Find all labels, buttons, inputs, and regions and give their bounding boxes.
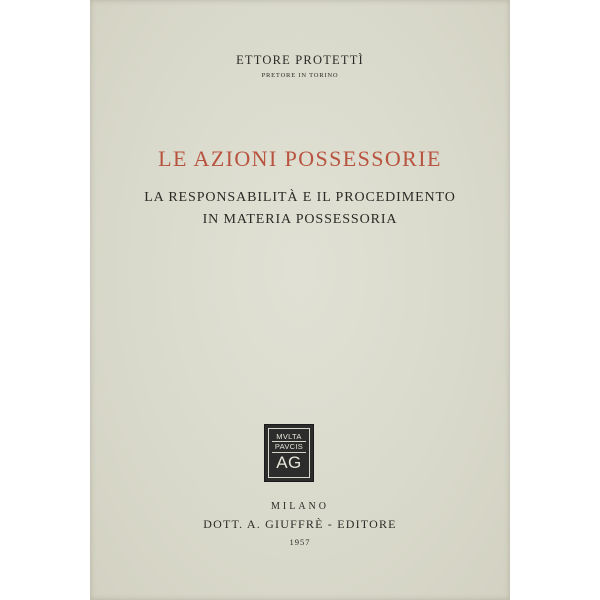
publisher-logo-line-2: PAVCIS bbox=[274, 442, 304, 451]
publisher-logo-monogram: AG bbox=[276, 453, 302, 472]
book-cover bbox=[90, 0, 510, 600]
subtitle-line-2: IN MATERIA POSSESSORIA bbox=[202, 212, 398, 227]
subtitle-line-1: LA RESPONSABILITÀ E IL PROCEDIMENTO bbox=[144, 190, 456, 205]
publisher-logo-line-1: MVLTA bbox=[276, 432, 302, 441]
author-role: PRETORE IN TORINO bbox=[261, 72, 339, 79]
publisher-logo-icon bbox=[264, 424, 314, 482]
imprint-year: 1957 bbox=[289, 537, 311, 547]
book-title: LE AZIONI POSSESSORIE bbox=[158, 146, 442, 171]
imprint-publisher: DOTT. A. GIUFFRÈ - EDITORE bbox=[203, 517, 397, 531]
publisher-logo-frame bbox=[268, 428, 310, 478]
imprint-place: MILANO bbox=[271, 501, 329, 512]
author-name: ETTORE PROTETTÌ bbox=[236, 53, 364, 67]
